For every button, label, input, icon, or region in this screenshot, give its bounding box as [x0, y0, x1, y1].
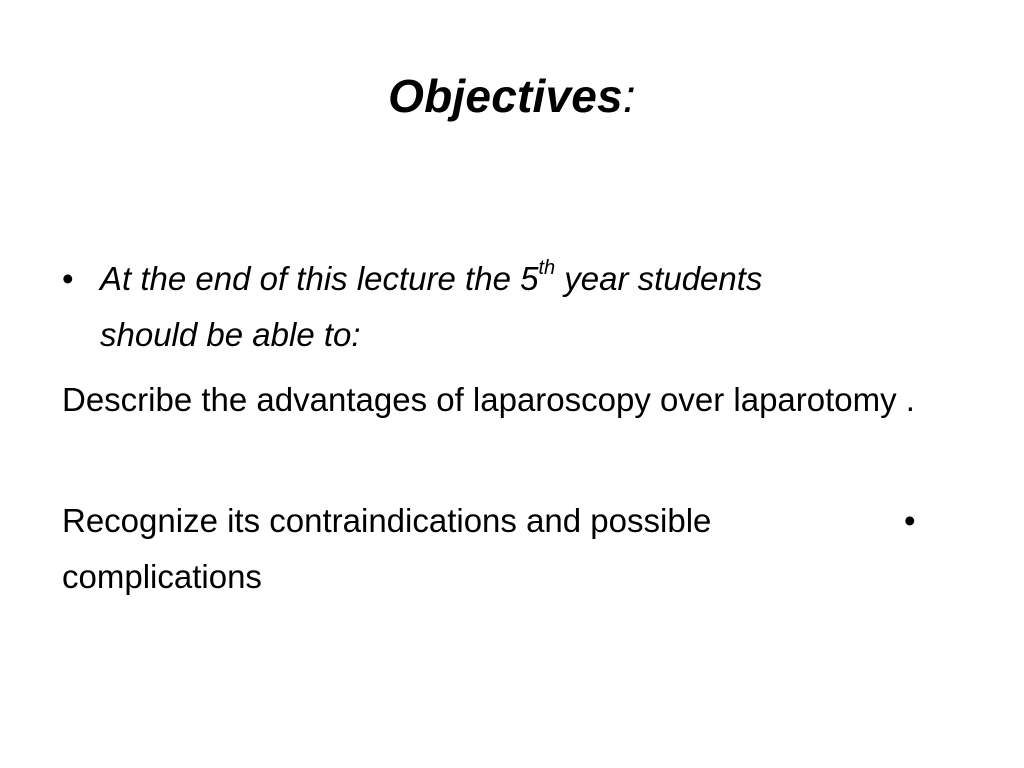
trailing-bullet-icon: • [904, 502, 916, 539]
intro-line-1 [100, 251, 762, 312]
objective-item-contraindications: Recognize its contraindications and possible complications [62, 502, 712, 595]
slide-title [0, 66, 1024, 126]
intro-superscript: th [538, 257, 556, 279]
slide-title-colon: : [622, 70, 636, 122]
intro-text-after-sup: year students [555, 260, 763, 297]
intro-line-2: should be able to: [100, 316, 361, 353]
objective-item-advantages: Describe the advantages of laparoscopy over laparotomy . [62, 381, 915, 418]
slide-title-text: Objectives [388, 70, 623, 122]
intro-text-before-sup: At the end of this lecture the 5 [100, 260, 539, 297]
bullet-icon: • [62, 260, 74, 297]
